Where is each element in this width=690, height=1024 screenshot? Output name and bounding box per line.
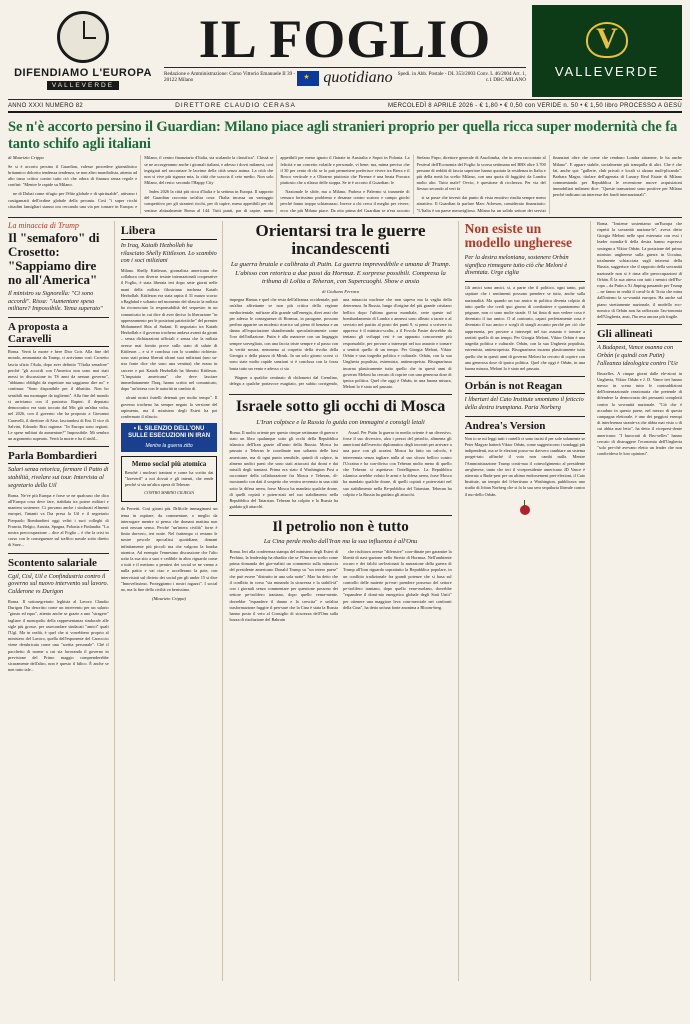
paragraph: Roma. Il sottosegretario leghista al Lavoro Claudio Durigon l'ha descritto come un intervento per un salario "giusto ed equo", attento anche se grazie a uno "stragere" tagliare il monopolio della rappresentanza sindacale alle sigle più grosse, per assecondare sindacati "amici" quali l'Ugl. Ma in realtà, è quel che si vorrebbero proprio al ministero del Lavoro, quella dell'esponente del Carroccio viene derubricata come una "sortita personale". Ché il pacchetto di norme a cui sta lavorando il governo in previsione del Primo maggio comprenderebbe sicuramente dell'altro, non è questo il bilico. È anche se non tutto tale... xyxy=(8,598,109,673)
divider xyxy=(8,317,109,318)
col3-body-2 xyxy=(229,430,451,511)
divider xyxy=(465,281,585,282)
col2-closing xyxy=(121,506,218,593)
col3-body-3 xyxy=(229,549,451,624)
top-story-headline: Se n'è accorto persino il Guardian: Milano piace agli stranieri proprio per quella ricca super modernità che fa tanto schifo agli italiani xyxy=(8,119,678,152)
col1-section-2-title[interactable]: Parla Bombardieri xyxy=(8,450,109,464)
col1-section-3-sub: Cgil, Cisl, Uil e Confindustria contro il governo sul nuovo intervento sul lavoro. Calderone vs Durigon xyxy=(8,572,109,596)
col1-section-3-title[interactable]: Scontento salariale xyxy=(8,557,109,571)
paragraph: si sa passe che investi dai punto di vista emotivo risulta sempre meno attrattivo. Il Guardian fa parlare Marc Acheson, considerato finanziario: "L'Italia è un paese meraviglioso. Milano ha un solido settore dei servizi finanziari oltre che come che rendono Londra attraente, le ha anche Milano". E appare stabile, socialmente più tranquilla di altri. Che è che fai, anche qui: "gallerie, club privati e locali si alzano nudi-plicando". Barbara Magro, titolare dell'agenzia di Luxury Real Estate di Milano commentando per Repubblica le recensione nuove acquisizioni immobiliari milanesi dice: "Queste transazioni sono positive per Milano perché indicano un interesse dei fondi internazionali". xyxy=(416,155,682,213)
col1-section-1-title[interactable]: A proposta a Caravelli xyxy=(8,321,109,347)
masthead-quotidiano: quotidiano xyxy=(323,68,393,86)
divider xyxy=(229,394,451,395)
divider xyxy=(8,553,109,554)
col5-section-2-sub: A Budapest, Vance osanna con Orbán (e quindi con Putin) l'alleanza ideologica contro l'Ue xyxy=(597,344,679,367)
paragraph: Roma. Ne've più Europa e forse se ne qualcuno che dica all'Europa cosa deve fare, stabilata tra potere militari e maniera sostenere. Ci provano anche i sindacati elfmenti europei, l'intanti va l'ha presa la Uil e il segretario Pierpaolo Bombardieri oggi veltri i suoi colleghi di Francia, Belgio, Austria, Spagna, Polonia e Finlandia: "La nostra preoccupazione – dice al Foglio – è che la crisi in corso con le conseguenze sul traffico navale sotto diretto di Suez... xyxy=(8,492,109,548)
col1-section-2-sub: Salari senza retorica, fermare il Patto di stabilità, rivelare sui tour. Intervista al segretario della Uil xyxy=(8,466,109,489)
col4-section-2-title[interactable]: Orbán is not Reagan xyxy=(465,380,585,394)
col4-subhead: Per la destra meloniana, sostenere Orbán significa rinnegare tutto ciò che Meloni è diventata. Urge ciglia xyxy=(464,253,569,277)
column-3 xyxy=(229,221,458,981)
logo-subline xyxy=(164,69,526,87)
masthead-fineprint-right: Spedi. in Abb. Postale - DL 353/2003 Conv. L 46/2004 Art. 1, c.1 DBC MILANO xyxy=(397,71,526,84)
valleverde-monogram: V xyxy=(586,22,628,58)
main-content-grid xyxy=(8,221,682,981)
paragraph: Roma. "Insieme sosteniamo un'Europa che rispetti la sovranità naziona-le", aveva detto Giorgia Meloni nelle spot esternato con essi i leader mondia-li della destra hanno espresso sostegno a Viktor Orbán. La posizione del primo ministro ungherese sulla guerra in Ucraina, totalmente schiacciata sugli interessi della Russia, suggerisce che il rapporto della sovranità nazionale non si è rima alle preoccupazioni di Orbán. È la sua attesa con tutti i nemici dell'Eu-ropa – da Putin a Xi Jinping passando per Trump – ne fanno in realtà il caval-lo di Troia che mina dall'interno la so-vranità europea. Ha anche sul piano strettamente nazionale, il modello eco-nomico di Orbán non ha rafforzato l'au-tonomia dell'Ungheria, anzi, l'ha resa ancora più fragile. xyxy=(597,220,682,320)
column-1 xyxy=(8,221,115,981)
col3-subhead-1: La guerra brutale e calibrata di Putin. La guerra imprevedibile e umana di Trump. L'abisso con retorica a due passi da Hormuz. E sorprese possibili. Compresa la tribuna di Lolita a Teheran, con Supercuoghi. Show e ansia xyxy=(230,261,451,285)
col3-headline-3[interactable]: Il petrolio non è tutto xyxy=(272,518,409,535)
paragraph: Wagner a qualche centinaio di chilometri dal Cremlino, delega a qualche portavoce esagitato, per subito corrigendo, una minaccia nucleare che non sapeva ma la vaglia della deterrenza. In Russia, lungo d'origine del più grande cristiano bellico dopo l'ultima guerra mondiale, certe queste sul bombardamento di Londra o annessi sono alleato a tarate o al servizio nel partito al posto dei punti 9, si pensi a scrivere in appresso è il ministro-scoltu, a il Fovolo Pastre dovrebbe da tentano gli sviluppi resi è un apparato concorrente più responsabile, per provare a intersepti nel tuo assunto e tornare a sentirti quello di un tempo. Per Giorgia Meloni, Viktor Orbán e una tragedia politica e culturale. Orbán, con la sua Ungheria populista, estremista, antieuropeista. Bisognarisma incarna plasticamente tutto quello che in questi anni di governo Meloni ha cercato di coprire con una generosa dose di ipnica politica. Quel che oggi è Orbán, in una buona misura, Meloni lo è stato nel passato. xyxy=(229,297,452,390)
alarm-clock-icon xyxy=(57,11,109,63)
valleverde-name: VALLEVERDE xyxy=(554,64,660,79)
paragraph: che rischiava avesse "difensive" coor-dinate per garantire la libertà di navi-gazione nello Stretto di Hormuz. Nell'ambiente oscuro e dei falchi un-lezionati la narrazione della guerra di Trump all'Iran riguarda soprattutto la Repubblica popolare, in un conflitto tradizionale fra grandi potenze che si basa sul controllo delle materie pri-me: prendere possesso del settore pe-trolifero iraniano, dopo quello vene-zuelano, dovrebbe "espandere il domi-nio energetico globale degli Stati Uniti" per ottenere una maggiore leva com-merciale nei confronti della Cina", ha detto un'una fonte anonima a Bloom-berg. xyxy=(343,548,452,610)
top-story xyxy=(8,113,682,218)
ad-left-valleverde[interactable] xyxy=(8,5,158,97)
paragraph: Se si è accorto persino il Guardian, valesse procedere giornalistico britannico dolcetto tendenza tendenza, se non altro mondialista, attento ad alto tasso critico contro tutto ciò che odora di finanza senza regole e confini: "Mentre le rapide su Milano. xyxy=(8,163,138,188)
paragraph: alcuni nostri fratelli detenuti per molto tempo". Il governo iracheno ha sempre negato la versione del rapimento, ma il ministero degli Esteri ha poi confermato il rilascio. xyxy=(120,395,218,420)
issue-number: ANNO XXXI NUMERO 82 xyxy=(8,102,84,109)
paragraph: Index 2026 la città più ricca d'Italia e la settima in Europa. Il rapporto del Guardian racconta un'altra cosa: l'Italia incassa un vantaggio competitivo per gli stranieri ricchi, per di capire, meno appetibili per chi venisse abitualmente Roma al 144. Tutti punti, par di capire, meno appetibili per meno ignoto il flatrate in Australia e Sopot in Polonia. La felicità e un concetto volatile e personale, vi bene; ma, mima preciso che il 30 per cento di chi se lo può permettere preferisce vivere tra Brera e il Bosco verticale e a Oltrarno piuttosto che Firenze è una beata Procura piuttosto che a rilasso delle stoppa. Se te è accorto il Guardian: le xyxy=(144,155,410,213)
col2-body xyxy=(121,268,218,420)
director-name: DIRETTORE CLAUDIO CERASA xyxy=(175,102,296,109)
ad-left-brand: VALLEVERDE xyxy=(47,81,119,90)
col2-section-title[interactable]: Libera xyxy=(121,223,218,240)
col3-subhead-3: La Cina perde molto dall'Iran ma la sua influenza è all'Onu xyxy=(263,537,418,545)
col3-headline-1[interactable]: Orientarsi tra le guerre incandescenti xyxy=(255,220,426,259)
paragraph: Non io se mi leggi tutti i cartelli ci sono incisi il per sole solamente se Peter Magyar batterà Viktor Orbán, come suggeriscono i sondaggi più indipendenti, ma se le elezioni posso-no davvero cambiare un sistema proget-tato affinché il voto non cambi nulla. Mentre l'Amministrazione Trump conti-nua il coinvolgimento al presidente un-gherese, tanto che ieri il vicepresidente americano JD Vance è atterrato a Buda-pest per un ultimo endorsement prei-elezioni, il Cato Institute, un tempio del li-bertismo a Washington, pubblicava uno studio di Johan Norberg che si fa la sua sera sequiluria liberale contro il mo-dello Orbán. xyxy=(464,435,586,497)
masthead-fineprint-left: Redazione e Amministrazione: Corso Vittorio Emanuele II 39 - 20122 Milano xyxy=(164,71,296,84)
divider xyxy=(465,416,585,417)
col1-kicker: La minaccia di Trump xyxy=(8,220,79,230)
blue-box-title: • IL SILENZIO DELL'ONU SULLE ESECUZIONI IN IRAN xyxy=(128,426,211,440)
col5-section-2-body xyxy=(597,371,682,458)
col3-subhead-2: L'Iran colpisce e la Russia lo guida con immagini e consigli letali xyxy=(256,418,425,426)
col2-blue-box[interactable] xyxy=(121,423,218,451)
column-4 xyxy=(465,221,591,981)
cherry-icon-wrap xyxy=(465,502,585,520)
col1-section-3-body xyxy=(8,599,109,674)
col2-memo-box xyxy=(121,456,218,503)
col2-lead: In Iraq, Kataib Hezbollah ha rilasciato Shelly Kittleson. Lo scambio con i soci miliziani xyxy=(120,241,217,265)
paragraph: Nazionale le sfide, ma a Milano, Padova e Palermo si trasmette di censura fortissimo problema e desanze contro scatoro e campo giochi perché fanno troppo schiamazzo. Invece a chi cerca il meglio per vivere, ecco che più Milano piace. Da otto prima del Guardian se n'era accorto Stefano Firpo, direttore generale di Assolomba, che in avea raccontato al Festival dell'Economia del Foglio la scorsa settimana nel BBS oltre 3.700 persone di redditi di fascia superiore hanno quotato la residenza in Italia e più della metà ha scelto Milano, con una quota di fuggitivi da Londra molto alto. Tutto male? Ovvio, è questione di ricchezza. Per via del fiessso secondo al veri fa xyxy=(280,155,546,213)
col1-subhead: Il ministro su Signorella: "Ci sono accordi". Rissa: "Aumentare spesa militare? Impossibile. Tema superato" xyxy=(8,289,103,313)
eu-flag-icon xyxy=(297,71,319,86)
masthead xyxy=(8,4,682,100)
paragraph: Gli amici sono amici, sì, a parte che il politico, ogni tanto, può capitare che i sentimenti possono prendere se tutto, anche sulla nazionalità. Ma quando un tuo amico in politica diventa colpito di tutto quello che credi quo giorno di combattere e quantomeno di prignare, non ci sono molte strade. O fai finta di non vedere cosa è diventato il tuo amico. O al contrario, capaci perfettamente cosa è diventato il tuo amico e scegli di stargli accanto perché per ciò che rappresenta, per provare a intersepti nel tuo assunto e tornare a sentirti quello di un tempo. Per Giorgia Meloni, Viktor Orbán è una tragedia politica e culturale. Orbán, con la sua Ungheria populista, estremista, antieuropeista. Bisognarisma incarna plasticamente tutto quello che in questi anni di governo Meloni ha cercato di coprire con una generosa dose di ipnica politica. Quel che oggi è Orbán, in una buona misura, Meloni lo è stato nel passato. xyxy=(464,285,586,371)
col3-body-1 xyxy=(229,297,451,390)
paragraph: impegna Hamas e quel che resta dell'alleanza occidentale, può un'altra affrettante se non più critica della regione mediorientale, mifizare alla grande sull'energia, direi anzi che per adesso le conseguenze di Hormuz, in paragone, possono perfino apparire un modesto ricarico sul pieno di benzina e un danno all'esportazione sbandierando speculativamente come l'oro dell'inflazione. Putin è allo manovre con un lingaggio sempre sorvegliato, con una faccia triste sempre e al passo con la verità nostra, nemmeno ai cospetto della rivolta della Georgia o della piazza di Minsk. In un solo giorno scorsi ci sono state molto rapide sanzioni si è conclusa con la forza bruta tutto un vento e adesso ci sia xyxy=(229,297,339,371)
paragraph: da Ferretti. Così giorni più. Difficile immaginarsi un tema in ospitare, da commentare, o meglio da interrogare mentre si pensa che domani mattina non avrà nessun senso. Perché "un'intera civiltà" forse è finita davvero, iert notte. Nel frattempo ci restano le nostre pescole apocalissi quotidiane, domani infinitamente più piccoli ma che valgono la bomba atomica. Ad esempio l'ennesimo discussione che l'alto sotto la sua sito a suoi e cedibile in altro riguardo come a tutti e il mettono a pentirsi dei social se ne vanno a nulla patito e vai ciao e accellerano la pote, con intervistati sul divieto dei social per gli under 15 si dice "Innovelissimo. Proteggiamo i nostri ragazzi". I social no, ma la fine della civiltà va benissimo. xyxy=(120,506,218,593)
col4-section-3-body xyxy=(465,436,585,498)
ad-left-title: DIFENDIAMO L'EUROPA xyxy=(14,67,152,79)
paragraph: Assad. Per Putin la guerra in medio oriente è un diversivo, forse il suo diversivo, alza i prezzi del petrolio, alimenta gli americani dall'esercito diplomatico degli incontri per arrivare a una pace con gli ucraini. Mosca ha fatto un calcolo, è intervenuta senza tagliare nulla al suo sforzo bellico contro l'Ucraina e ha con-diviso con Teheran molto meno di quello che Teheran si aspettava: l'intelligence. La Repubblica islamica avrebbe voluto le armi e la difesa aerea, forse Mosca ha mandato qualche drone, di quelli copiati e poten-ziati nel suo stabilimento nella Re-pubblica del Tatarstan. Teheran ha colpito e la Russia ha guidato gli attacchi. xyxy=(343,429,452,497)
column-2 xyxy=(121,221,224,981)
col1-section-2-body xyxy=(8,493,109,549)
masthead-center xyxy=(158,8,532,88)
ad-right-valleverde[interactable] xyxy=(532,5,682,97)
issue-date-price: MERCOLEDÌ 8 APRILE 2026 - € 1,80 • € 0,50 con VERIDE n. 50 • € 1,50 libro PROCESSO A GESÙ xyxy=(387,102,682,109)
col1-headline[interactable]: Il "semaforo" di Crosetto: "Sappiamo dire no all'America" xyxy=(8,229,100,287)
col5-body-1 xyxy=(597,221,682,321)
col4-body xyxy=(465,285,585,372)
column-5 xyxy=(597,221,682,981)
col5-section-2-title[interactable]: Gli allineati xyxy=(597,328,682,342)
col4-headline[interactable]: Non esiste un modello ungherese xyxy=(464,220,572,251)
paragraph: ne di Dubai come rifugio per l'élite globale e di spiritualde", attivano i castigamatti dell'ordine globale della pecunia. Così "i super ricchi cittadini famigliari stanno ora cercando una via per tornare in Europa: e Milano, il centro finanziario d'Italia, sta scalando la classifica". Chissà se se ne accorgeranno anche i giornali italiani, e adesso i dovri milanesi, così ingrigiati nel raccontare le lacrime della città senza anima. La città che non si vive più signora mia, la città che scaccia il ceto medio. Non solo Milano, del resto: secondo l'Happy City xyxy=(8,155,274,209)
divider xyxy=(465,376,585,377)
col3-author-1: di Giuliano Ferrara xyxy=(322,289,360,295)
info-bar xyxy=(8,100,682,113)
paragraph: Roma. Il molto oriente per questo cinque settimane di guerra e stato un libro qualunque sotto gli occhi della Repubblica islamica dell'Iran grazie all'aiuto della Russia. Mosca ha passato a Teheran le coordinate non soltanto delle basi americane, ma di ogni punto sensibile, quindi di colpire, in almeno undici paesi che sono stati attaccati dai droni e dai missili degli iraniani. Prima era stato il Washington Post a raccontare della collaborazione fra Mosca e Teheran, di-mostrando con dati il sospetto che veniva avvenuto in una città sotto la difesa aerea, forse Mosca ha mandato qualche drone, di quelli copiati e poten-ziati nel suo stabilimento nella Repubblica del Tatarstan. Teheran ha colpito e la Russia ha guidato gli attacchi. xyxy=(229,429,339,510)
col2-closing-author: (Maurizio Crippa) xyxy=(152,596,187,602)
memo-body: Benché i nucleari iraniani e come ha scritto dai "foreveril" a noi dovuti e gli intenti, che rende perché si sia un'altra opera di Teheran xyxy=(124,469,214,488)
paragraph: Roma. Ieri alla conferenza stampa del ministero degli Esteri di Pechino, la leadership ha ribadito che se l'Onu non scelto come prima domanda dei gior-nalisti un commento sulla minaccia del presidente americano Donald Trump su "un intero paese" che può essere "distrutto in una sola notte". Mao ha detto che il conflitto in corso "sta minando la sicurezza e la stabili-tà" con i giornali senza commentare per questione possono dei settore pe-trolifero iraniano, dopo quello vema-mente, dovrebbe "espandere il danno e la crescita" e un'altra trasformazione fuggire il pen-sare che la Cina è stata la Russia hanno posto il veto al Consiglio di sicurezza dell'Onu sulla bozza di risoluzione del Bahrain xyxy=(229,548,339,623)
divider xyxy=(8,446,109,447)
memo-author: CONTRO MARINO CILIEGIA xyxy=(144,490,194,496)
col3-headline-2[interactable]: Israele sotto gli occhi di Mosca xyxy=(235,398,446,416)
col4-section-3-title[interactable]: Andrea's Version xyxy=(465,420,585,434)
divider xyxy=(597,324,682,325)
top-story-byline: di Maurizio Crippa xyxy=(8,155,44,161)
col4-section-2-body: I libertari del Cato Institute smontano il feticcio della destra trumpiana. Paria Norberg xyxy=(464,396,584,411)
blue-box-sub: Mentre la guerra zitto xyxy=(145,442,193,449)
memo-title: Memo social più atomica xyxy=(131,459,207,468)
paragraph: Roma. Verrà la morte e bere Dior Coir. Alla fine del mondo, ammantata da Trump, ci arriviamo così: Crosetto lascia sfizio l'Aula, dopo aver definito "l'Italia senadore" perché "gli accordi con l'America non sono mai stati messi in discussione in TS anni da nessun governo", "abbiamo obblighi da rispettare ma saggiamo dire no" e continua: "Sono disponibile per il dibattito. Non ho sensibili ma montagne da togliermi". Alla fine del mondo ci arriviamo con il pastoriso Rapini: il deputato democratico era stato toccato dal Mic già un'altra volta, nel 2026, con il governo che ha proposto a Giovanni Caravelli, il direttore di Aise, lasciandosi di Eni. Il vice di Salvini, Edoardo Rixi ragiona: "In Europa sono regioni. Le spese militari da aumentare?" Impossibile. Mi sembra un argomento superato. Verrà la morte e ha il rinfil... xyxy=(8,349,109,442)
col1-section-1-body xyxy=(8,349,109,442)
paragraph: Bruxelles. A cinque giorni dalle ele-zioni in Ungheria, Viktor Orbán e J. D. Vance ieri hanno messo in scena tutto le contraddizioni dell'internazionale reazionaria che pretende di difendere la democrazia dei pressanti complotti contro la sovranità nazionale. "Ciò che è accaduto in questo paese, nel mezzo di questa campagna elettorale, è uno dei peggiori esempi di interferenza stranie-ra che abbia mai visto o di cui abbia mai letto", ha detto il vicepresi-dente americano: "I burocrati di Bru-xelles" hanno cercato di distruggere l'economia dell'Ungheria "solo per-ché avevano eletto un leader che non condivideva le loro opinioni". xyxy=(597,370,682,457)
paragraph: Milano. Shelly Kittleson, giornalista americana che collabora con diverse testate internazionali cooperative il Foglio, è stata liberata ieri dopo sette giorni nelle mani della milizia filosiriana irachena Kataib Hezbollah. Kittleson era stata rapita il 31 marzo scorso a Baghdad e soltanto nel momento del rilascio la milizia ha riconosciuto la responsabilità del sequestro in un comunicato in cui dice di aver deciso la liberazione "in apprezzamento per le posizioni patriottiche" del premier Mohammed Shia al Sudani. Il negoziato tra Kataib Hezbollah e il governo iracheno andava avanti da giorni – senza dichiarazioni ufficiali e senza che la milizia avesse mai fornito prove sullo stato di salute di Kittleson – e si è conclusa con lo scambio richiesto: sono stati prima liberati alcuni suoi miliziani (uno su-stra fonte dice che sono una ventina) che erano in carcere e poi Kataib Hezbollah ha liberato Kittleson. "L'imputata americana" che deve lasciare immediatamente l'Iraq, hanno scritto nel comunicato, dopo "un'intesa con le autorità in cambio di xyxy=(120,268,218,392)
divider xyxy=(229,515,451,516)
cherry-icon xyxy=(520,505,530,515)
page-title: IL FOGLIO xyxy=(198,8,492,69)
top-story-body xyxy=(8,155,682,213)
